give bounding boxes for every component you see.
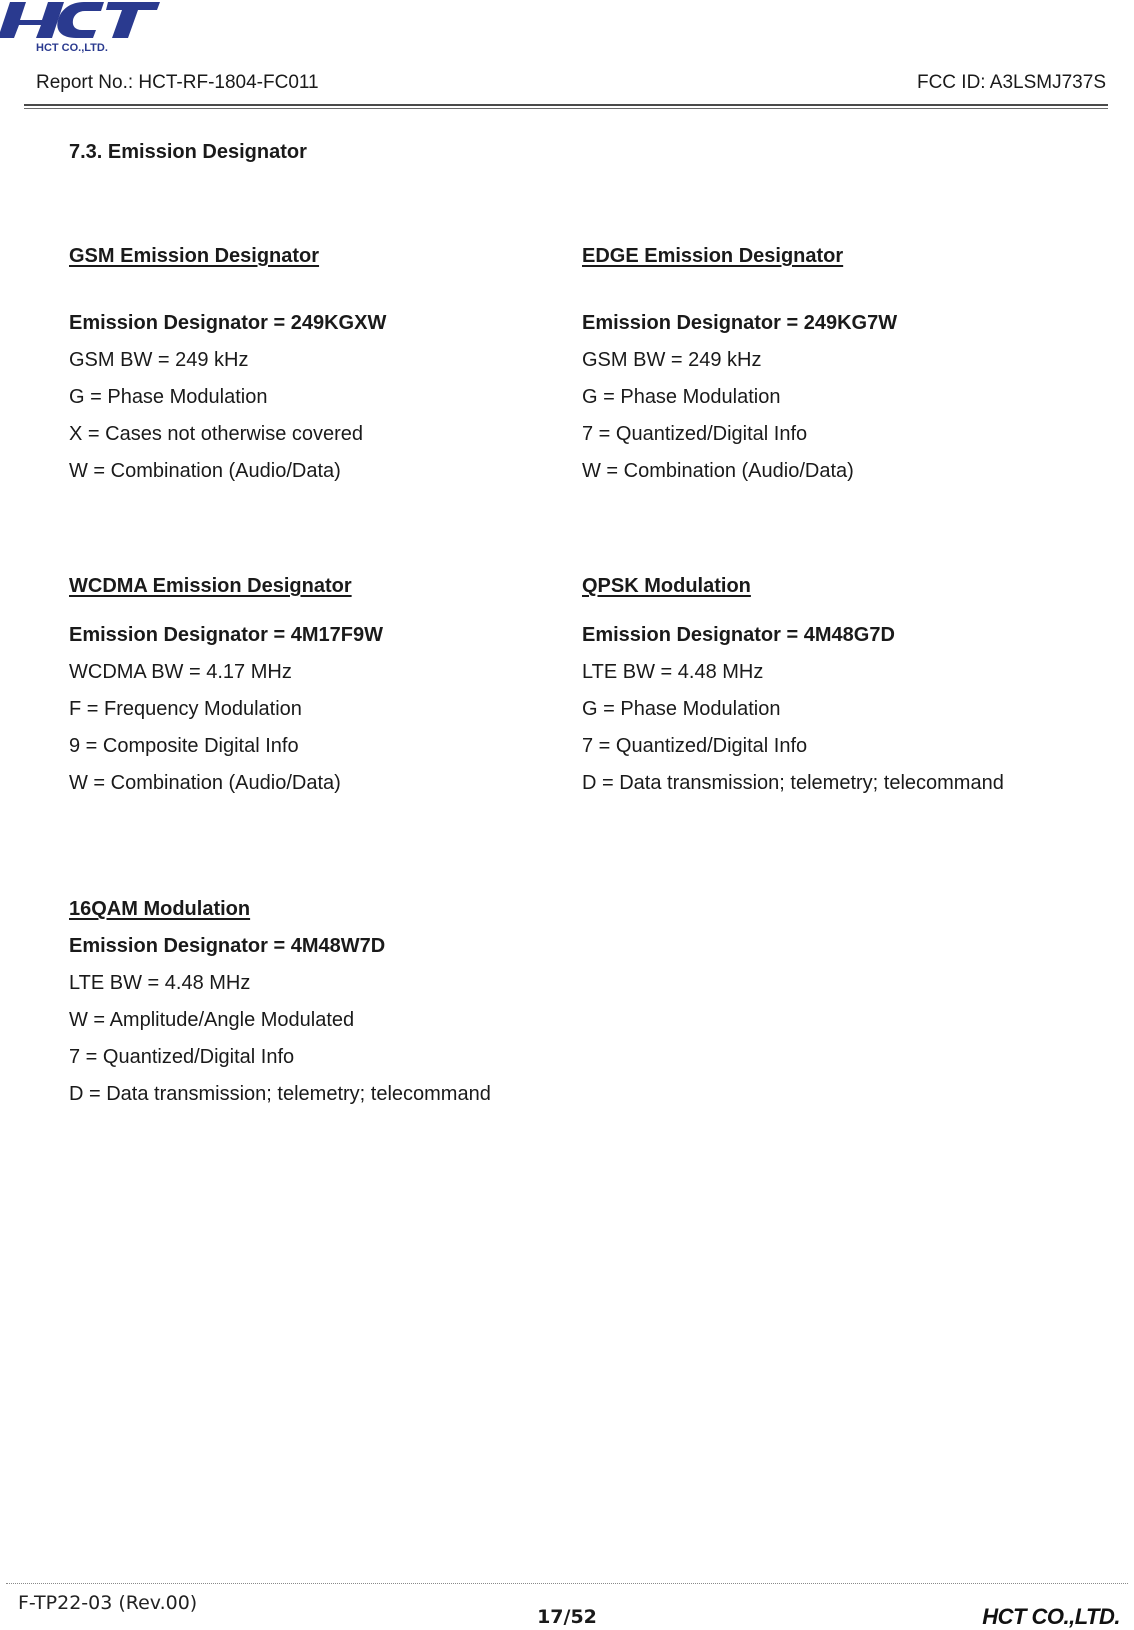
header-divider: [24, 104, 1108, 106]
edge-designator: Emission Designator = 249KG7W: [582, 312, 898, 334]
qpsk-designator: Emission Designator = 4M48G7D: [582, 624, 895, 646]
qpsk-block: [582, 568, 1004, 802]
wcdma-line: WCDMA BW = 4.17 MHz: [69, 661, 292, 683]
wcdma-block: [69, 568, 383, 802]
gsm-line: GSM BW = 249 kHz: [69, 349, 249, 371]
qam16-line: 7 = Quantized/Digital Info: [69, 1046, 295, 1068]
wcdma-designator: Emission Designator = 4M17F9W: [69, 624, 383, 646]
wcdma-line: 9 = Composite Digital Info: [69, 735, 299, 757]
gsm-line: G = Phase Modulation: [69, 386, 268, 408]
qpsk-line: D = Data transmission; telemetry; telecommand: [582, 772, 1004, 794]
hct-logo: [0, 0, 160, 56]
wcdma-line: F = Frequency Modulation: [69, 698, 302, 720]
footer-divider: [6, 1583, 1128, 1584]
edge-line: GSM BW = 249 kHz: [582, 349, 762, 371]
logo-subtext: HCT CO.,LTD.: [36, 42, 108, 54]
gsm-designator: Emission Designator = 249KGXW: [69, 312, 387, 334]
report-number: Report No.: HCT-RF-1804-FC011: [36, 72, 319, 93]
qam16-heading: 16QAM Modulation: [69, 898, 251, 920]
edge-line: 7 = Quantized/Digital Info: [582, 423, 808, 445]
fcc-id: FCC ID: A3LSMJ737S: [916, 72, 1106, 93]
qam16-designator: Emission Designator = 4M48W7D: [69, 935, 386, 957]
page-header: [36, 72, 1106, 94]
gsm-block: [69, 238, 386, 490]
page-number: 17/52: [537, 1606, 597, 1628]
gsm-heading: GSM Emission Designator: [69, 245, 320, 267]
wcdma-line: W = Combination (Audio/Data): [69, 772, 341, 794]
qpsk-heading: QPSK Modulation: [582, 575, 751, 597]
qpsk-line: LTE BW = 4.48 MHz: [582, 661, 764, 683]
edge-heading: EDGE Emission Designator: [582, 245, 844, 267]
gsm-line: W = Combination (Audio/Data): [69, 460, 341, 482]
qam16-line: D = Data transmission; telemetry; telecommand: [69, 1083, 491, 1105]
gsm-line: X = Cases not otherwise covered: [69, 423, 364, 445]
header-divider-thin: [24, 108, 1108, 109]
qpsk-line: 7 = Quantized/Digital Info: [582, 735, 808, 757]
form-id: F-TP22-03 (Rev.00): [18, 1592, 198, 1614]
wcdma-heading: WCDMA Emission Designator: [69, 575, 352, 597]
qam16-line: W = Amplitude/Angle Modulated: [69, 1009, 355, 1031]
qam16-block: [69, 891, 491, 1113]
edge-line: W = Combination (Audio/Data): [582, 460, 854, 482]
edge-line: G = Phase Modulation: [582, 386, 781, 408]
footer-company-logo: HCT CO.,LTD.: [982, 1604, 1120, 1629]
hct-logo-mark: [0, 0, 160, 56]
qpsk-line: G = Phase Modulation: [582, 698, 781, 720]
qam16-line: LTE BW = 4.48 MHz: [69, 972, 251, 994]
edge-block: [582, 238, 897, 490]
section-title: 7.3. Emission Designator: [69, 141, 307, 163]
